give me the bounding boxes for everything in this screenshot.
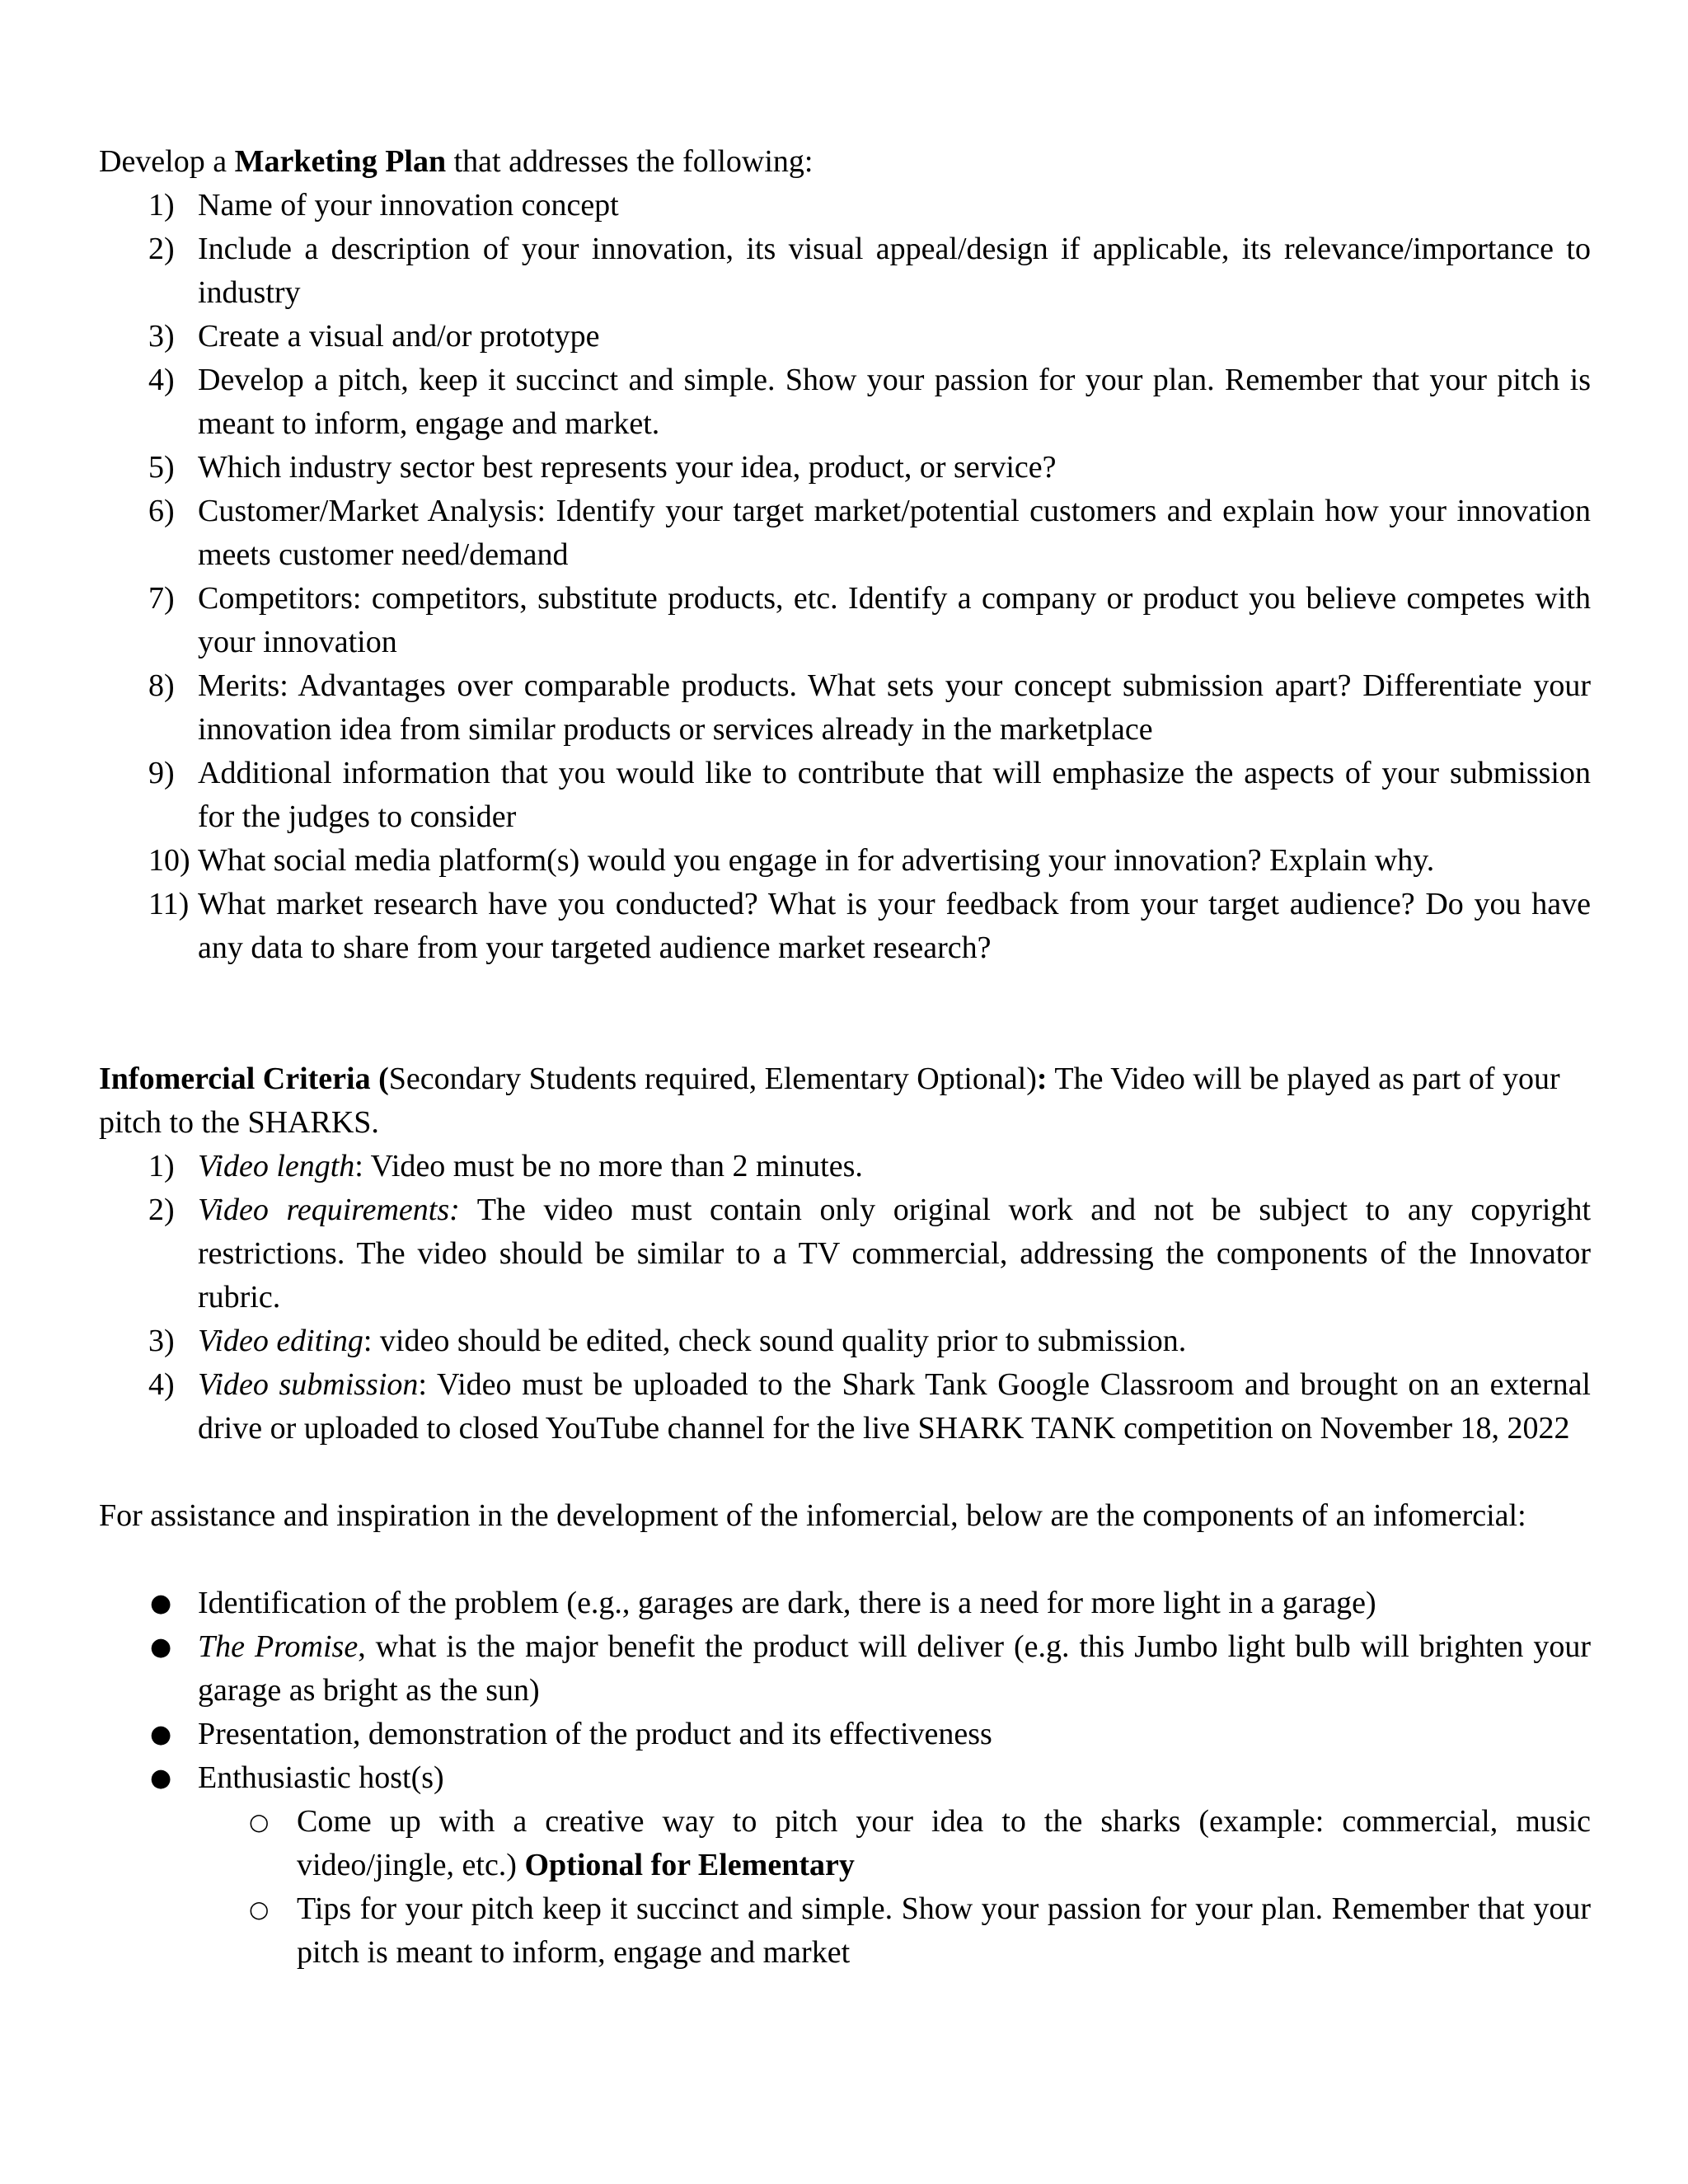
item-text: : video should be edited, check sound quality prior to submission. bbox=[363, 1324, 1187, 1358]
item-label: Video length bbox=[198, 1149, 355, 1183]
item-text: What social media platform(s) would you engage in for advertising your innovation? Explain why. bbox=[198, 843, 1435, 878]
infomercial-criteria-heading bbox=[99, 1057, 1591, 1145]
item-number: 2) bbox=[148, 232, 175, 266]
hollow-bullet-icon: ○ bbox=[249, 1808, 270, 1835]
item-number: 4) bbox=[148, 1367, 175, 1402]
item-text: : Video must be uploaded to the Shark Tank Google Classroom and brought on an external drive or uploaded to closed YouTube channel for the live SHARK TANK competition on November 18, 2022 bbox=[198, 1367, 1591, 1446]
list-item bbox=[99, 1756, 1591, 1800]
list-item bbox=[99, 1625, 1591, 1713]
item-number: 6) bbox=[148, 494, 175, 528]
item-number: 1) bbox=[148, 188, 175, 223]
list-item bbox=[99, 490, 1591, 577]
item-label: The Promise bbox=[198, 1629, 359, 1664]
list-item bbox=[99, 359, 1591, 446]
section-spacer bbox=[99, 1451, 1591, 1494]
components-intro: For assistance and inspiration in the development of the infomercial, below are the components of an infomercial: bbox=[99, 1498, 1526, 1533]
bullet-icon: ● bbox=[150, 1633, 172, 1661]
list-item bbox=[99, 1188, 1591, 1319]
host-sub-list bbox=[99, 1800, 1591, 1975]
section-spacer bbox=[99, 1538, 1591, 1582]
item-text: : Video must be no more than 2 minutes. bbox=[354, 1149, 863, 1183]
list-item bbox=[99, 184, 1591, 227]
hollow-bullet-icon: ○ bbox=[249, 1896, 270, 1923]
section-spacer bbox=[99, 970, 1591, 1057]
list-item bbox=[99, 839, 1591, 883]
item-text: Customer/Market Analysis: Identify your target market/potential customers and explain how your innovation meets customer need/demand bbox=[198, 494, 1591, 572]
list-item bbox=[99, 227, 1591, 315]
components-list bbox=[99, 1582, 1591, 1800]
list-item bbox=[99, 1319, 1591, 1363]
marketing-plan-title: Marketing Plan bbox=[234, 144, 447, 179]
item-text: Identification of the problem (e.g., garages are dark, there is a need for more light in a garage) bbox=[198, 1586, 1376, 1620]
item-text: , what is the major benefit the product will deliver (e.g. this Jumbo light bulb will brighten your garage as bright as the sun) bbox=[198, 1629, 1591, 1708]
list-item bbox=[99, 664, 1591, 752]
item-number: 3) bbox=[148, 319, 175, 354]
heading-qualifier: Secondary Students required, Elementary Optional) bbox=[388, 1062, 1037, 1096]
sub-list-item bbox=[99, 1800, 1591, 1887]
bullet-icon: ● bbox=[150, 1764, 172, 1793]
intro-prefix: Develop a bbox=[99, 144, 235, 179]
item-text: Which industry sector best represents your idea, product, or service? bbox=[198, 450, 1057, 485]
list-item bbox=[99, 883, 1591, 970]
item-text: Merits: Advantages over comparable products. What sets your concept submission apart? Differentiate your innovation idea from similar products or services already in the marketplace bbox=[198, 668, 1591, 747]
infomercial-criteria-title: Infomercial Criteria ( bbox=[99, 1062, 389, 1096]
list-item bbox=[99, 1582, 1591, 1625]
item-number: 4) bbox=[148, 363, 175, 397]
list-item bbox=[99, 315, 1591, 359]
heading-colon: : bbox=[1036, 1062, 1048, 1096]
item-text: What market research have you conducted? What is your feedback from your target audience? Do you have any data to share from your targeted audience market research? bbox=[198, 887, 1591, 965]
item-text: Develop a pitch, keep it succinct and simple. Show your passion for your plan. Remember that your pitch is meant to inform, engage and market. bbox=[198, 363, 1591, 441]
item-text: Additional information that you would like to contribute that will emphasize the aspects of your submission for the judges to consider bbox=[198, 756, 1591, 834]
optional-note: Optional for Elementary bbox=[524, 1848, 855, 1882]
list-item bbox=[99, 1363, 1591, 1451]
item-label: Video submission bbox=[198, 1367, 419, 1402]
item-text: Come up with a creative way to pitch your idea to the sharks (example: commercial, music video/jingle, etc.) bbox=[297, 1804, 1591, 1882]
item-number: 7) bbox=[148, 581, 175, 616]
item-number: 10) bbox=[148, 843, 190, 878]
list-item bbox=[99, 1145, 1591, 1188]
document-page bbox=[99, 140, 1591, 1975]
item-text: Name of your innovation concept bbox=[198, 188, 619, 223]
item-text: The video must contain only original work and not be subject to any copyright restrictions. The video should be similar to a TV commercial, addressing the components of the Innovator rubric. bbox=[198, 1193, 1592, 1315]
list-item bbox=[99, 1713, 1591, 1756]
item-number: 8) bbox=[148, 668, 175, 703]
item-text: Enthusiastic host(s) bbox=[198, 1760, 444, 1795]
infomercial-criteria-list bbox=[99, 1145, 1591, 1451]
item-text: Tips for your pitch keep it succinct and simple. Show your passion for your plan. Remember that your pitch is meant to inform, engage and market bbox=[297, 1891, 1591, 1970]
item-number: 1) bbox=[148, 1149, 175, 1183]
bullet-icon: ● bbox=[150, 1589, 172, 1618]
item-text: Competitors: competitors, substitute products, etc. Identify a company or product you believe competes with your innovation bbox=[198, 581, 1591, 659]
list-item bbox=[99, 577, 1591, 664]
item-text: Create a visual and/or prototype bbox=[198, 319, 600, 354]
item-label: Video requirements: bbox=[198, 1193, 460, 1227]
marketing-plan-list bbox=[99, 184, 1591, 970]
item-text: Include a description of your innovation, its visual appeal/design if applicable, its relevance/importance to industry bbox=[198, 232, 1591, 310]
item-label: Video editing bbox=[198, 1324, 363, 1358]
item-text: Presentation, demonstration of the product and its effectiveness bbox=[198, 1717, 992, 1751]
item-number: 11) bbox=[148, 887, 190, 921]
marketing-plan-intro bbox=[99, 140, 1591, 184]
list-item bbox=[99, 752, 1591, 839]
heading-rest: The Video will be played as part of your pitch to the SHARKS. bbox=[99, 1062, 1560, 1140]
sub-list-item bbox=[99, 1887, 1591, 1975]
item-number: 9) bbox=[148, 756, 175, 790]
intro-suffix: that addresses the following: bbox=[446, 144, 814, 179]
item-number: 2) bbox=[148, 1193, 175, 1227]
item-number: 3) bbox=[148, 1324, 175, 1358]
bullet-icon: ● bbox=[150, 1720, 172, 1749]
item-number: 5) bbox=[148, 450, 175, 485]
list-item bbox=[99, 446, 1591, 490]
